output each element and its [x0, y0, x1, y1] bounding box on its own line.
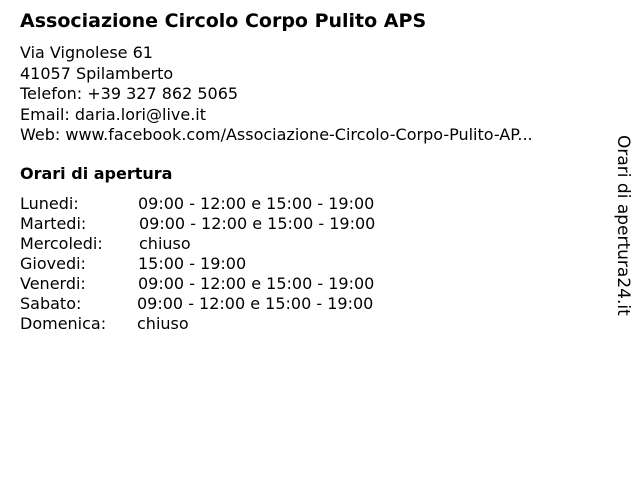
contact-block: [20, 43, 533, 146]
day-label: Domenica:: [20, 314, 107, 333]
day-label: Sabato:: [20, 294, 82, 313]
day-hours: 09:00 - 12:00 e 15:00 - 19:00: [138, 274, 375, 293]
day-hours: 15:00 - 19:00: [138, 254, 247, 273]
day-hours: 09:00 - 12:00 e 15:00 - 19:00: [138, 194, 375, 213]
day-label: Mercoledi:: [20, 234, 103, 253]
day-hours: 09:00 - 12:00 e 15:00 - 19:00: [137, 294, 374, 313]
email-address[interactable]: Email: daria.lori@live.it: [20, 104, 207, 124]
hours-row-tuesday: [20, 214, 440, 234]
site-brand-vertical[interactable]: Orari di apertura24.it: [613, 135, 633, 316]
hours-row-wednesday: [20, 234, 440, 254]
website-link[interactable]: Web: www.facebook.com/Associazione-Circolo-Corpo-Pulito-AP...: [20, 125, 533, 144]
hours-row-friday: [20, 274, 440, 294]
day-hours: chiuso: [139, 234, 191, 253]
opening-hours-heading: Orari di apertura: [20, 164, 173, 183]
hours-row-saturday: [20, 294, 440, 314]
day-label: Venerdi:: [20, 274, 86, 293]
phone-number[interactable]: Telefon: +39 327 862 5065: [20, 84, 239, 103]
hours-row-sunday: [20, 314, 440, 334]
day-label: Martedi:: [20, 214, 87, 233]
hours-row-thursday: [20, 254, 440, 274]
day-hours: 09:00 - 12:00 e 15:00 - 19:00: [139, 214, 376, 233]
opening-hours-table: [20, 194, 440, 334]
hours-row-monday: [20, 194, 440, 214]
address-street: Via Vignolese 61: [20, 43, 153, 62]
day-label: Giovedi:: [20, 254, 86, 273]
day-hours: chiuso: [137, 314, 189, 333]
business-name: Associazione Circolo Corpo Pulito APS: [20, 10, 427, 32]
day-label: Lunedi:: [20, 194, 79, 213]
address-city: 41057 Spilamberto: [20, 63, 174, 83]
